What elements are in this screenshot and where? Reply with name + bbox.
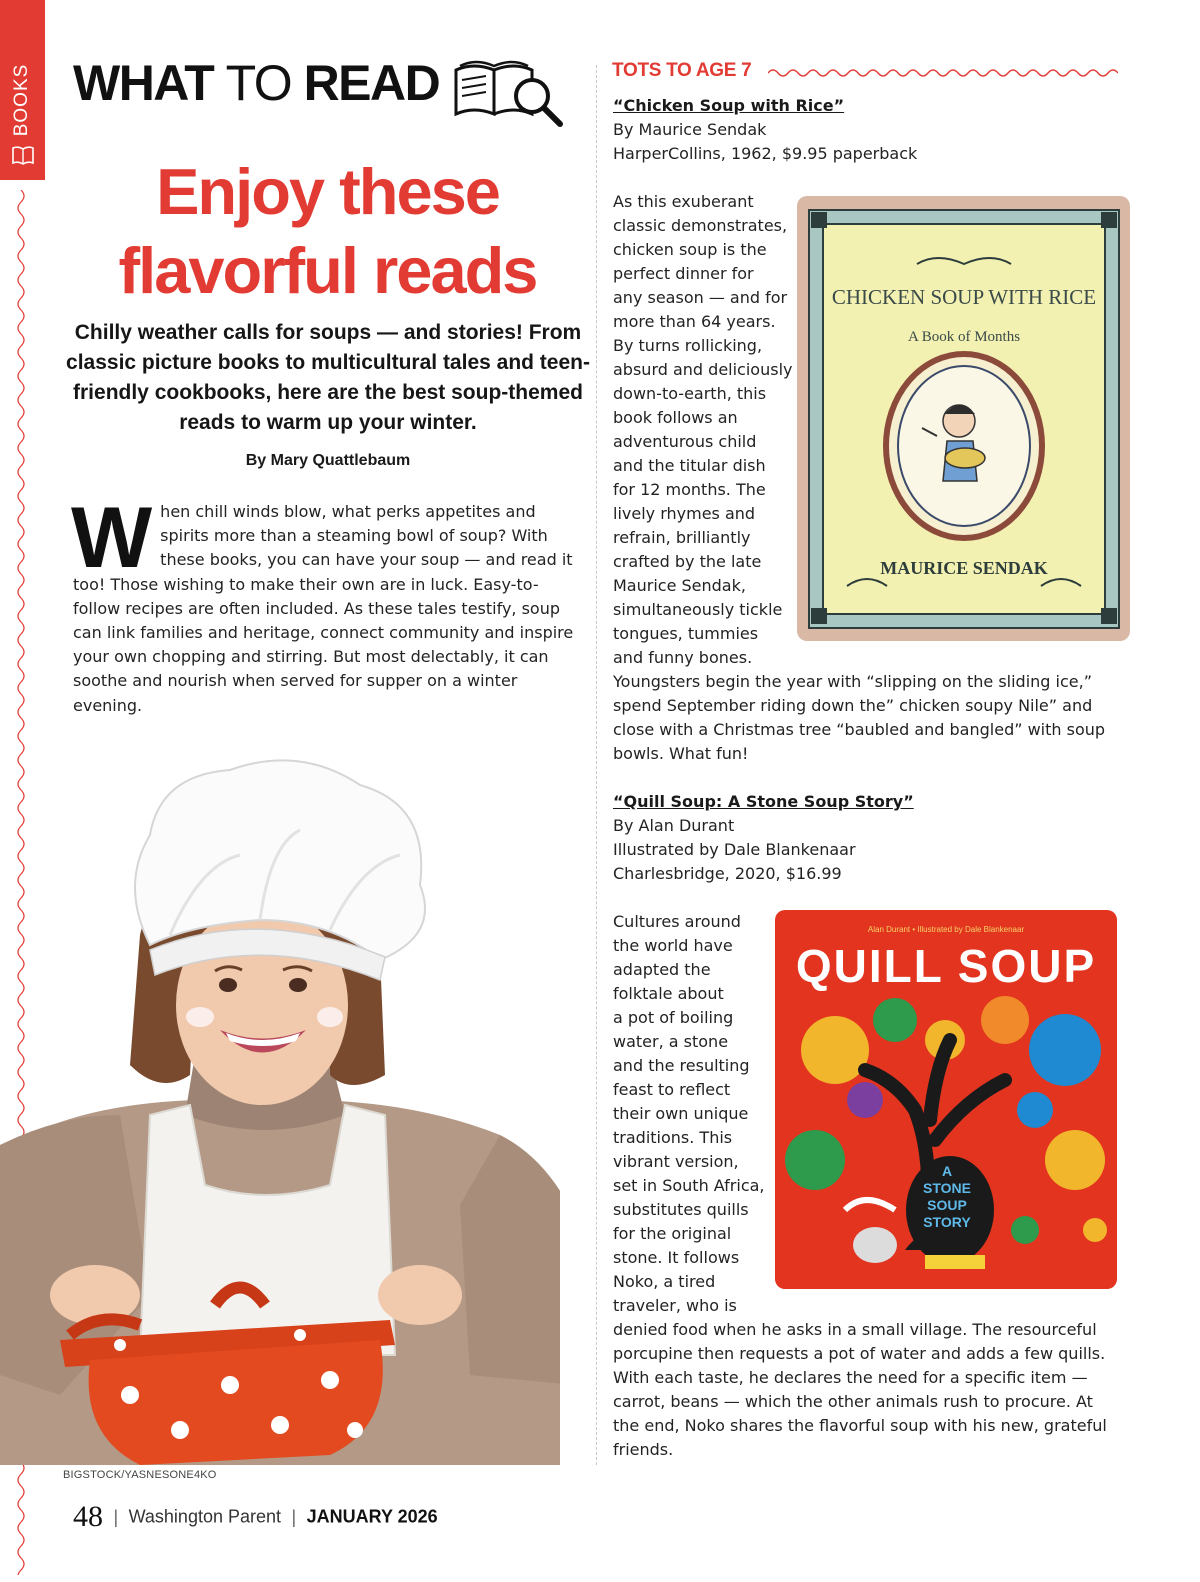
- column-divider: [596, 65, 597, 1465]
- description-line: a pot of boiling: [613, 1008, 734, 1027]
- description-line: and funny bones.: [613, 648, 753, 667]
- column-title: [73, 55, 440, 111]
- description-line: close with a Christmas tree “baubled and bangled” with soup: [613, 720, 1106, 739]
- description-line: water, a stone: [613, 1032, 729, 1051]
- description-line: spend September riding down the” chicken soupy Nile” and: [613, 696, 1093, 715]
- description-line: denied food when he asks in a small village. The resourceful: [613, 1320, 1097, 1339]
- side-tab-label: BOOKS: [11, 63, 32, 137]
- book-magnifier-icon: [452, 56, 564, 128]
- description-line: traditions. This: [613, 1128, 733, 1147]
- description-line: Youngsters begin the year with “slipping on the sliding ice,”: [613, 672, 1092, 691]
- description-line: refrain, brilliantly: [613, 528, 751, 547]
- intro-paragraph: [71, 490, 581, 718]
- book-2-cover-subtitle-2: STONE: [923, 1180, 971, 1196]
- description-line: tongues, tummies: [613, 624, 759, 643]
- description-line: down-to-earth, this: [613, 384, 767, 403]
- page-footer: [73, 1500, 438, 1534]
- photo-credit: BIGSTOCK/YASNESONE4KO: [63, 1469, 217, 1481]
- book-2-illustrator: Illustrated by Dale Blankenaar: [613, 840, 856, 859]
- section-heading-wave: [768, 66, 1118, 80]
- description-line: folktale about: [613, 984, 724, 1003]
- description-line: lively rhymes and: [613, 504, 756, 523]
- headline-line-1: Enjoy these: [156, 155, 499, 228]
- description-line: classic demonstrates,: [613, 216, 788, 235]
- book-2-cover-title: QUILL SOUP: [795, 940, 1097, 992]
- book-1-cover-title: CHICKEN SOUP WITH RICE: [831, 285, 1097, 309]
- headline: [60, 152, 595, 310]
- section-heading: TOTS TO AGE 7: [612, 60, 752, 81]
- deck-subheading: Chilly weather calls for soups — and stories! From classic picture books to multicultural tales and teen-friendly cookbooks, here are the best soup-themed reads to warm up your winter.: [66, 321, 590, 434]
- description-line: friends.: [613, 1440, 674, 1459]
- title-what: WHAT: [73, 55, 226, 111]
- description-line: stone. It follows: [613, 1248, 740, 1267]
- description-line: the end, Noko shares the flavorful soup with his new, grateful: [613, 1416, 1107, 1435]
- description-line: traveler, who is: [613, 1296, 737, 1315]
- book-2-cover-subtitle-4: STORY: [923, 1214, 971, 1230]
- description-line: By turns rollicking,: [613, 336, 763, 355]
- description-line: carrot, beans — which the other animals rush to procure. At: [613, 1392, 1093, 1411]
- book-2-meta: [613, 790, 1113, 886]
- description-line: and the titular dish: [613, 456, 766, 475]
- book-1-cover-author: MAURICE SENDAK: [880, 558, 1048, 578]
- book-2-cover: [775, 910, 1117, 1289]
- description-line: absurd and deliciously: [613, 360, 793, 379]
- description-line: feast to reflect: [613, 1080, 731, 1099]
- description-line: simultaneously tickle: [613, 600, 783, 619]
- description-line: book follows an: [613, 408, 738, 427]
- footer-separator: |: [113, 1506, 119, 1527]
- description-line: Noko, a tired: [613, 1272, 716, 1291]
- title-to: TO: [225, 55, 292, 111]
- book-1-meta: [613, 94, 1113, 166]
- book-1-publisher: HarperCollins, 1962, $9.95 paperback: [613, 144, 918, 163]
- issue-date: JANUARY 2026: [306, 1506, 438, 1527]
- book-2-cover-credits: Alan Durant • Illustrated by Dale Blankenaar: [867, 925, 1025, 934]
- description-line: any season — and for: [613, 288, 788, 307]
- description-line: and the resulting: [613, 1056, 750, 1075]
- description-line: Maurice Sendak,: [613, 576, 746, 595]
- description-line: adventurous child: [613, 432, 757, 451]
- description-line: perfect dinner for: [613, 264, 754, 283]
- description-line: bowls. What fun!: [613, 744, 749, 763]
- child-chef-photo: [0, 735, 560, 1465]
- description-line: the world have: [613, 936, 733, 955]
- drop-cap: W: [71, 490, 153, 586]
- description-line: As this exuberant: [613, 192, 754, 211]
- description-line: their own unique: [613, 1104, 749, 1123]
- book-2-author: By Alan Durant: [613, 816, 735, 835]
- book-1-title[interactable]: “Chicken Soup with Rice”: [613, 96, 845, 115]
- page-number: 48: [73, 1500, 103, 1533]
- description-line: adapted the: [613, 960, 711, 979]
- description-line: for the original: [613, 1224, 732, 1243]
- description-line: set in South Africa,: [613, 1176, 765, 1195]
- section-side-tab: [0, 0, 45, 180]
- description-line: With each taste, he declares the need for a specific item —: [613, 1368, 1088, 1387]
- book-2-publisher: Charlesbridge, 2020, $16.99: [613, 864, 842, 883]
- description-line: more than 64 years.: [613, 312, 776, 331]
- book-1-cover-subtitle: A Book of Months: [907, 329, 1021, 345]
- intro-text: hen chill winds blow, what perks appetites and spirits more than a steaming bowl of soup? With these books, you can have your soup — and read it too! Those wishing to make their own are in luck. Easy-to-follow recipes are often included. As these tales testify, soup can link families and heritage, connect community and inspire your own chopping and stirring. But most delectably, it can soothe and nourish when served for supper on a winter evening.: [73, 502, 574, 715]
- open-book-icon: [11, 144, 35, 166]
- book-1-author: By Maurice Sendak: [613, 120, 767, 139]
- book-1-cover: [797, 196, 1130, 641]
- title-read: READ: [291, 55, 440, 111]
- description-line: substitutes quills: [613, 1200, 749, 1219]
- footer-separator: |: [291, 1506, 297, 1527]
- book-2-cover-subtitle-1: A: [941, 1163, 953, 1179]
- description-line: chicken soup is the: [613, 240, 767, 259]
- book-2-cover-subtitle-3: SOUP: [927, 1197, 967, 1213]
- book-2-title[interactable]: “Quill Soup: A Stone Soup Story”: [613, 792, 914, 811]
- description-line: porcupine then requests a pot of water and adds a few quills.: [613, 1344, 1106, 1363]
- headline-line-2: flavorful reads: [118, 234, 537, 307]
- publication-name: Washington Parent: [128, 1506, 282, 1527]
- description-line: vibrant version,: [613, 1152, 739, 1171]
- description-line: Cultures around: [613, 912, 741, 931]
- description-line: crafted by the late: [613, 552, 762, 571]
- description-line: for 12 months. The: [613, 480, 766, 499]
- byline: By Mary Quattlebaum: [245, 452, 411, 469]
